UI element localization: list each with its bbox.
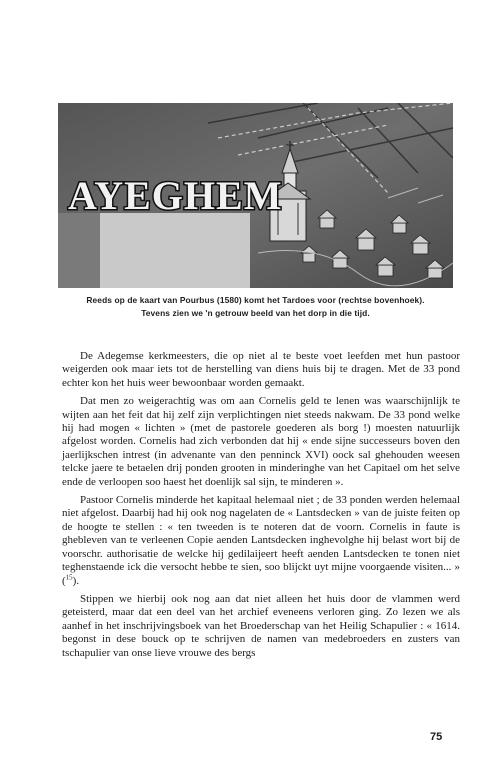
map-photo [58, 103, 453, 288]
paragraph-3-text: Pastoor Cornelis minderde het kapitaal helemaal niet ; de 33 ponden werden helemaal niet afgelost. Daarbij had hij ook nog nagelaten de « Lantsdecken » van de juiste feiten op de hoogte te stellen : « ten tweeden is te noteren dat de voorn. Cornelis in faute is ghebleven van te verleenen Copie aenden Lantsdecken inghevolghe hij belast wort bij de voorschr. authorisatie de welcke hij gedilaijeert heeft aenden Lantsdecken te tonen niet teghenstaende ick die versocht hebbe te sien, soo blijckt uyt mijne voorgaende visiten... » ( [62, 494, 460, 587]
figure-caption [48, 294, 463, 320]
map-label: AYEGHEM [68, 173, 283, 218]
paragraph-2: Dat men zo weigerachtig was om aan Cornelis geld te lenen was waarschijnlijk te wijten aan het feit dat hij zelf zijn verplichtingen niet steeds nakwam. De 33 pond welke hij had mogen « lichten » (met de pastorele goederen als borg !) moesten natuurlijk afgelost worden. Cornelis had zich verbonden dat hij « ende sijne successeurs boven den jaerlijkschen intrest (in advenante van den penninck XVI) oock sal ghehouden weesen telcke jaere te betaelen drij ponden grooten in minderinghe van het Capitael om het selve ende de verloopen soo haest het doenlijk sal sijn, te minderen ». [62, 395, 460, 488]
caption-line-1: Reeds op de kaart van Pourbus (1580) komt het Tardoes voor (rechtse bovenhoek). [86, 295, 425, 305]
page-number: 75 [430, 731, 443, 743]
map-illustration [58, 103, 453, 288]
caption-line-2: Tevens zien we 'n getrouw beeld van het dorp in die tijd. [141, 308, 370, 318]
paragraph-4: Stippen we hierbij ook nog aan dat niet alleen het huis door de vlammen werd geteisterd, maar dat een deel van het archief eveneens verloren ging. Zo lezen we als aanhef in het inschrijvingsboek van het Broederschap van het Heilig Schapulier : « 1614. begonst in dese bouck op te schrijven de namen van medebroeders en zusters van tschapulier van onse lieve vrouwe des bergs [62, 592, 460, 659]
footnote-close: ). [72, 574, 80, 587]
body-text [62, 350, 460, 665]
paragraph-1: De Adegemse kerkmeesters, die op niet al te beste voet leefden met hun pastoor weigerden ook maar iets tot de herstelling van diens huis bij te dragen. Met de 33 pond echter kon het huis weer bewoonbaar worden gemaakt. [62, 350, 460, 389]
paragraph-3 [62, 494, 460, 588]
footnote-ref: 15 [65, 572, 73, 581]
